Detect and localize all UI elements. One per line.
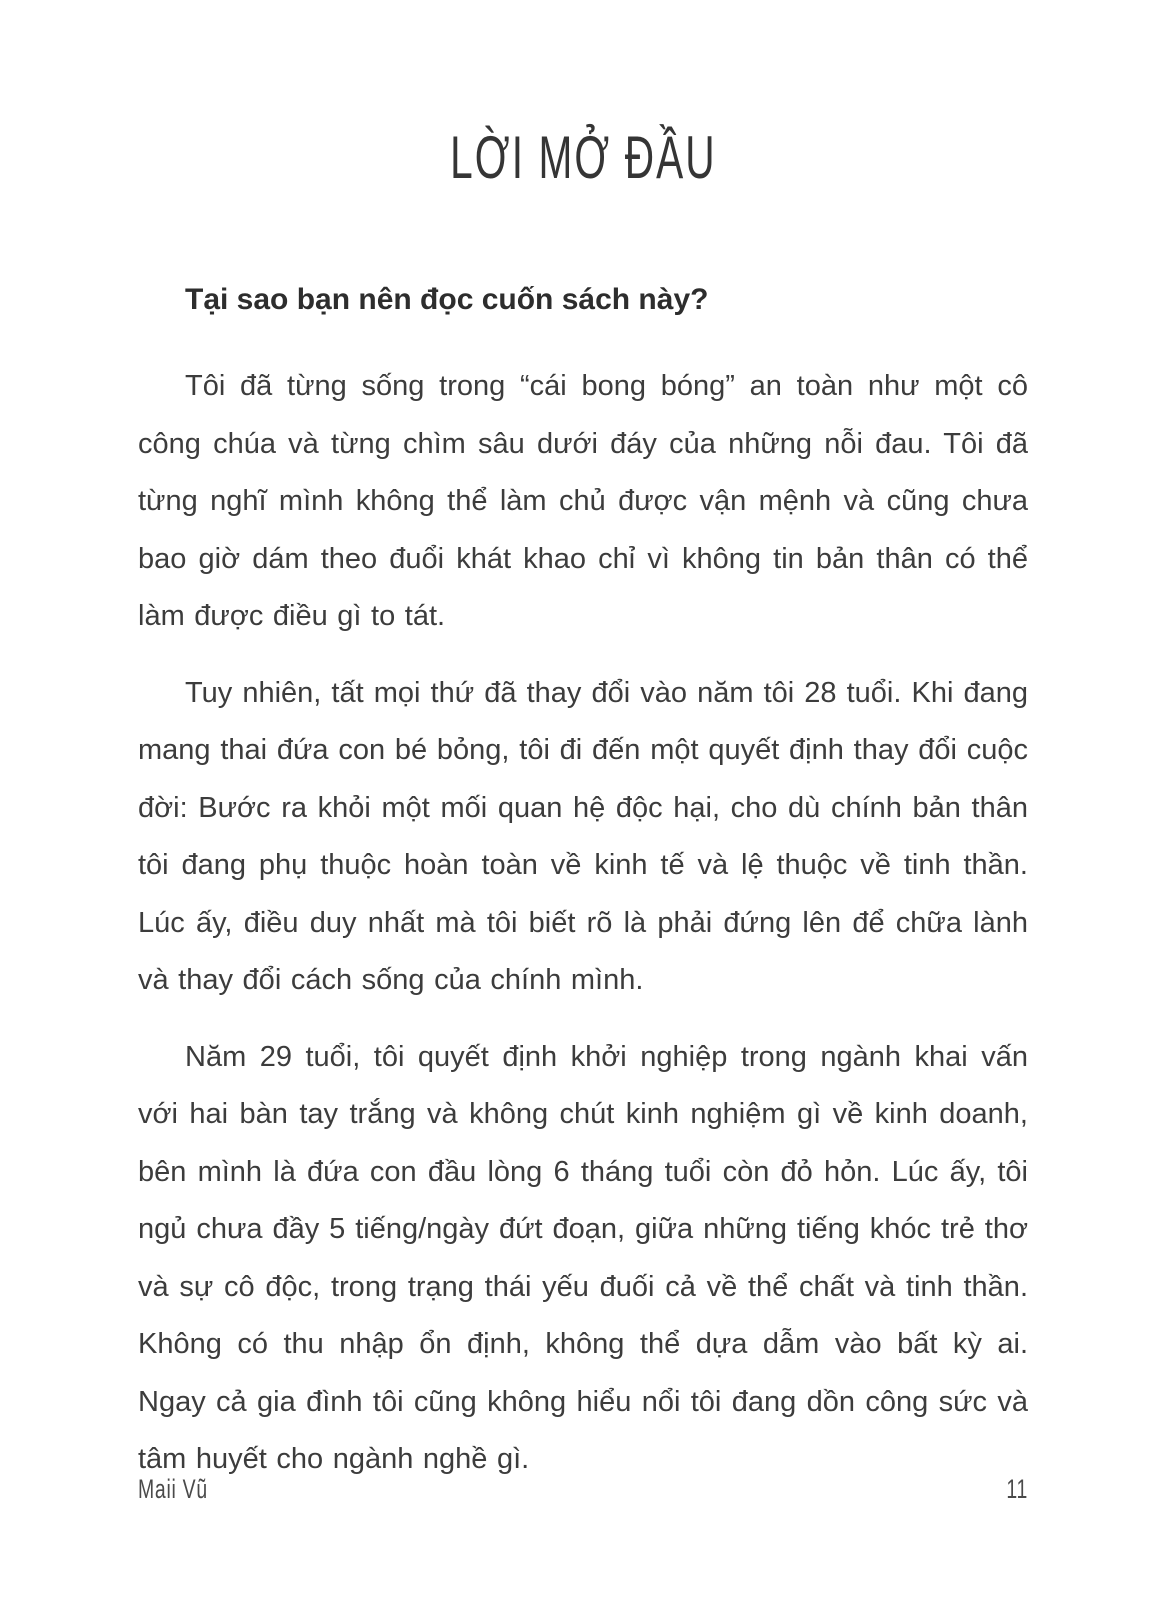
chapter-title [138,123,1028,192]
body-text [138,358,1028,1489]
footer-author [138,1474,235,1505]
paragraph: Năm 29 tuổi, tôi quyết định khởi nghiệp trong ngành khai vấn với hai bàn tay trắng và không chút kinh nghiệm gì về kinh doanh, bên mình là đứa con đầu lòng 6 tháng tuổi còn đỏ hỏn. Lúc ấy, tôi ngủ chưa đầy 5 tiếng/ngày đứt đoạn, giữa những tiếng khóc trẻ thơ và sự cô độc, trong trạng thái yếu đuối cả về thể chất và tinh thần. Không có thu nhập ổn định, không thể dựa dẫm vào bất kỳ ai. Ngay cả gia đình tôi cũng không hiểu nổi tôi đang dồn công sức và tâm huyết cho ngành nghề gì. [138,1040,1028,1475]
page-footer [138,1474,1028,1505]
footer-author-text: Maii Vũ [138,1474,208,1504]
chapter-title-text: LỜI MỞ ĐẦU [449,123,717,192]
paragraph: Tôi đã từng sống trong “cái bong bóng” an toàn như một cô công chúa và từng chìm sâu dưới đáy của những nỗi đau. Tôi đã từng nghĩ mình không thể làm chủ được vận mệnh và cũng chưa bao giờ dám theo đuổi khát khao chỉ vì không tin bản thân có thể làm được điều gì to tát. [138,370,1028,632]
section-heading: Tại sao bạn nên đọc cuốn sách này? [185,283,709,316]
paragraph: Tuy nhiên, tất mọi thứ đã thay đổi vào năm tôi 28 tuổi. Khi đang mang thai đứa con bé bỏng, tôi đi đến một quyết định thay đổi cuộc đời: Bước ra khỏi một mối quan hệ độc hại, cho dù chính bản thân tôi đang phụ thuộc hoàn toàn về kinh tế và lệ thuộc về tinh thần. Lúc ấy, điều duy nhất mà tôi biết rõ là phải đứng lên để chữa lành và thay đổi cách sống của chính mình. [138,676,1028,996]
footer-page-number-text: 11 [1006,1474,1028,1504]
footer-page-number [998,1474,1028,1505]
